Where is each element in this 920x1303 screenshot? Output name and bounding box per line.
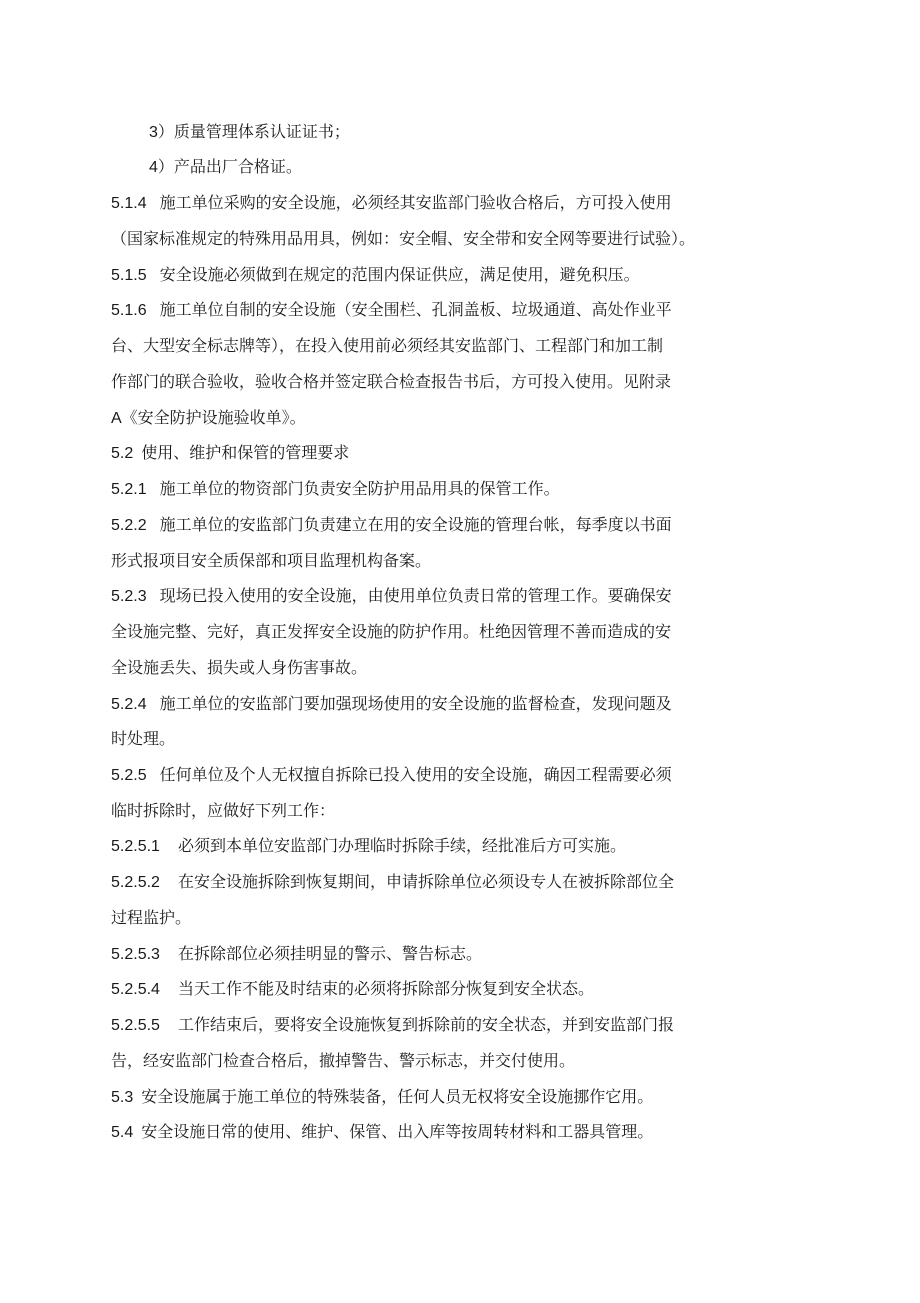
- paragraph-text: 临时拆除时，应做好下列工作：: [111, 801, 336, 820]
- clause-line: [111, 944, 482, 964]
- paragraph-line: [111, 1051, 575, 1071]
- clause-number: 5.2.5.4: [111, 981, 160, 998]
- clause-text: 施工单位的安监部门负责建立在用的安全设施的管理台帐，每季度以书面: [159, 515, 672, 534]
- clause-line: [111, 765, 672, 785]
- clause-text: 在拆除部位必须挂明显的警示、警告标志。: [177, 944, 482, 963]
- paragraph-line: [111, 729, 175, 749]
- section-number: 5.2: [111, 445, 134, 462]
- clause-line: [111, 300, 672, 320]
- clause-line: [111, 479, 560, 499]
- paragraph-text: 形式报项目安全质保部和项目监理机构备案。: [111, 551, 432, 570]
- clause-number: 5.2.2: [111, 517, 147, 534]
- clause-line: [111, 1015, 674, 1035]
- paragraph-text: 全设施完整、完好，真正发挥安全设施的防护作用。杜绝因管理不善而造成的安: [111, 622, 672, 641]
- clause-text: 当天工作不能及时结束的必须将拆除部分恢复到安全状态。: [177, 979, 594, 998]
- section-title: 使用、维护和保管的管理要求: [141, 443, 350, 462]
- clause-line: [111, 836, 626, 856]
- clause-text: 施工单位采购的安全设施，必须经其安监部门验收合格后，方可投入使用: [159, 193, 672, 212]
- section-number: 5.3: [111, 1089, 134, 1106]
- clause-line: [111, 265, 640, 285]
- paragraph-text: 过程监护。: [111, 908, 192, 927]
- clause-text: 工作结束后，要将安全设施恢复到拆除前的安全状态，并到安监部门报: [177, 1015, 674, 1034]
- clause-text: 施工单位的物资部门负责安全防护用品用具的保管工作。: [159, 479, 560, 498]
- clause-number: 5.2.5.1: [111, 838, 160, 855]
- list-item: [149, 122, 350, 142]
- paragraph-line: [111, 372, 671, 392]
- paragraph-text: 作部门的联合验收，验收合格并签定联合检查报告书后，方可投入使用。见附录: [111, 372, 672, 391]
- clause-text: 必须到本单位安监部门办理临时拆除手续，经批准后方可实施。: [177, 836, 626, 855]
- clause-number: 5.2.3: [111, 588, 147, 605]
- paragraph-text: 《安全防护设施验收单》。: [121, 408, 306, 427]
- clause-line: [111, 872, 674, 892]
- clause-number: 5.2.4: [111, 696, 147, 713]
- item-number: 3）: [149, 124, 174, 141]
- item-text: 产品出厂合格证。: [173, 157, 302, 176]
- clause-line: [111, 515, 672, 535]
- paragraph-text: （国家标准规定的特殊用品用具，例如：安全帽、安全带和安全网等要进行试验）。: [111, 229, 696, 248]
- paragraph-text: 告，经安监部门检查合格后，撤掉警告、警示标志，并交付使用。: [111, 1051, 576, 1070]
- clause-text: 在安全设施拆除到恢复期间，申请拆除单位必须设专人在被拆除部位全: [177, 872, 674, 891]
- paragraph-text: 全设施丢失、损失或人身伤害事故。: [111, 658, 368, 677]
- section-text: 安全设施日常的使用、维护、保管、出入库等按周转材料和工器具管理。: [141, 1122, 654, 1141]
- clause-line: [111, 586, 672, 606]
- section-text: 安全设施属于施工单位的特殊装备，任何人员无权将安全设施挪作它用。: [141, 1087, 654, 1106]
- section-heading: [111, 1087, 653, 1107]
- clause-number: 5.2.5.3: [111, 946, 160, 963]
- item-text: 质量管理体系认证证书；: [173, 122, 350, 141]
- list-item: [149, 157, 302, 177]
- paragraph-line: [111, 408, 306, 428]
- section-number: 5.4: [111, 1124, 134, 1141]
- clause-text: 施工单位的安监部门要加强现场使用的安全设施的监督检查，发现问题及: [159, 694, 672, 713]
- clause-number: 5.2.5.5: [111, 1017, 160, 1034]
- paragraph-line: [111, 622, 671, 642]
- clause-number: 5.2.5.2: [111, 874, 160, 891]
- clause-number: 5.1.4: [111, 195, 147, 212]
- paragraph-line: [111, 551, 431, 571]
- paragraph-line: [111, 229, 695, 249]
- paragraph-line: [111, 336, 663, 356]
- clause-number: 5.1.6: [111, 302, 147, 319]
- section-heading: [111, 1122, 653, 1142]
- clause-line: [111, 193, 672, 213]
- clause-text: 任何单位及个人无权擅自拆除已投入使用的安全设施，确因工程需要必须: [159, 765, 672, 784]
- clause-number: 5.2.5: [111, 767, 147, 784]
- paragraph-text: 时处理。: [111, 729, 176, 748]
- clause-number: 5.2.1: [111, 481, 147, 498]
- paragraph-text: 台、大型安全标志牌等），在投入使用前必须经其安监部门、工程部门和加工制: [111, 336, 664, 355]
- section-heading: [111, 443, 349, 463]
- paragraph-line: [111, 658, 367, 678]
- clause-text: 现场已投入使用的安全设施，由使用单位负责日常的管理工作。要确保安: [159, 586, 672, 605]
- clause-number: 5.1.5: [111, 267, 147, 284]
- paragraph-line: [111, 908, 191, 928]
- clause-text: 施工单位自制的安全设施（安全围栏、孔洞盖板、垃圾通道、高处作业平: [159, 300, 672, 319]
- clause-text: 安全设施必须做到在规定的范围内保证供应，满足使用，避免积压。: [159, 265, 640, 284]
- paragraph-line: [111, 801, 335, 821]
- clause-line: [111, 979, 594, 999]
- appendix-letter: A: [111, 410, 122, 427]
- clause-line: [111, 694, 672, 714]
- item-number: 4）: [149, 159, 174, 176]
